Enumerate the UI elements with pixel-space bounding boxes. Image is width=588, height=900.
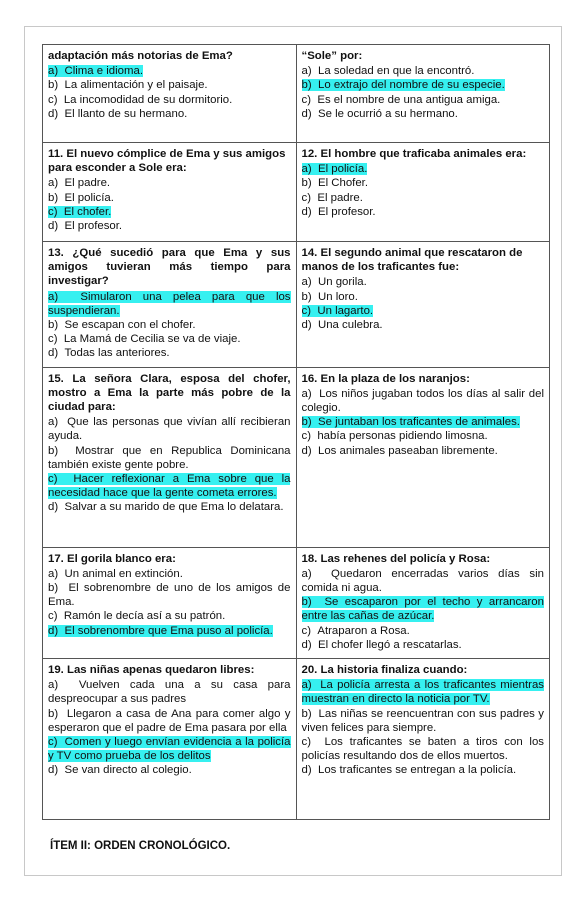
option-text: Se le ocurrió a su hermano.	[317, 107, 458, 120]
question-cell	[296, 143, 550, 242]
option-text: Vuelven cada una a su casa para despreocupar a sus padres	[48, 679, 291, 706]
answer-option	[302, 387, 545, 415]
option-text: Se van directo al colegio.	[64, 764, 192, 777]
option-text: Ramón le decía así a su patrón.	[63, 610, 226, 623]
answer-option	[48, 707, 291, 735]
answer-text	[302, 736, 544, 762]
option-text: El policía.	[64, 191, 114, 204]
quiz-row	[43, 242, 550, 368]
option-text: Lo extrajo del nombre de su especie.	[317, 79, 505, 92]
option-letter: a)	[301, 276, 312, 289]
option-text: Un loro.	[317, 290, 358, 303]
quiz-table	[42, 44, 550, 820]
answer-text	[302, 319, 383, 331]
option-letter: a)	[301, 163, 312, 176]
answer-option	[302, 415, 545, 429]
quiz-body	[43, 45, 550, 820]
option-letter: d)	[48, 501, 59, 514]
quiz-row	[43, 367, 550, 547]
option-letter: c)	[301, 93, 311, 106]
highlighted-answer	[48, 206, 111, 218]
answer-option	[48, 219, 291, 233]
highlighted-answer	[48, 625, 273, 637]
option-letter: b)	[301, 707, 312, 720]
option-text: El policía.	[317, 163, 368, 176]
quiz-row	[43, 547, 550, 658]
option-text: Es el nombre de una antigua amiga.	[317, 93, 501, 106]
option-text: Salvar a su marido de que Ema lo delatara.	[64, 501, 284, 514]
question-text: 16. En la plaza de los naranjos:	[301, 372, 470, 385]
highlighted-answer	[302, 163, 368, 175]
quiz-row	[43, 143, 550, 242]
answer-text	[48, 79, 208, 91]
answer-option	[302, 290, 545, 304]
option-letter: d)	[301, 638, 312, 651]
option-letter: a)	[48, 65, 59, 78]
answer-text	[302, 430, 488, 442]
answer-text	[302, 192, 363, 204]
option-text: La Mamá de Cecilia se va de viaje.	[63, 333, 241, 346]
answer-option	[302, 707, 545, 735]
question-cell	[43, 659, 297, 820]
option-letter: d)	[301, 444, 312, 457]
option-letter: d)	[301, 764, 312, 777]
answer-option	[302, 567, 545, 595]
question-cell	[43, 45, 297, 143]
option-text: La soledad en que la encontró.	[317, 65, 475, 78]
answer-text	[302, 625, 410, 637]
option-letter: b)	[301, 79, 312, 92]
answer-option	[302, 162, 545, 176]
option-letter: c)	[301, 736, 311, 749]
option-letter: d)	[48, 347, 59, 360]
answer-text	[302, 445, 498, 457]
answer-option	[302, 318, 545, 332]
option-text: El llanto de su hermano.	[64, 107, 188, 120]
section-heading: ÍTEM II: ORDEN CRONOLÓGICO.	[50, 840, 231, 852]
option-letter: a)	[48, 567, 59, 580]
answer-text	[302, 177, 369, 189]
option-letter: a)	[48, 177, 59, 190]
option-text: La alimentación y el paisaje.	[64, 79, 208, 92]
answer-option	[48, 735, 291, 763]
option-text: El Chofer.	[317, 177, 369, 190]
option-text: Los traficantes se entregan a la policía.	[317, 764, 517, 777]
answer-text	[302, 65, 475, 77]
question-text: 19. Las niñas apenas quedaron libres:	[48, 664, 255, 677]
answer-option	[302, 176, 545, 190]
option-text: Atraparon a Rosa.	[317, 624, 410, 637]
option-letter: b)	[301, 596, 312, 609]
answer-text	[48, 582, 290, 608]
quiz-row	[43, 45, 550, 143]
answer-option	[302, 624, 545, 638]
question-text: 18. Las rehenes del policía y Rosa:	[301, 552, 491, 565]
answer-option	[302, 444, 545, 458]
option-letter: b)	[301, 290, 312, 303]
question-cell	[43, 143, 297, 242]
option-text: Los animales paseaban libremente.	[317, 444, 498, 457]
answer-option	[48, 176, 291, 190]
option-text: Un gorila.	[317, 276, 367, 289]
answer-option	[302, 595, 545, 623]
option-text: Mostrar que en Republica Dominicana también existe gente pobre.	[48, 444, 291, 471]
answer-text	[48, 177, 110, 189]
option-letter: b)	[48, 79, 59, 92]
highlighted-answer	[302, 596, 544, 622]
answer-option	[48, 332, 291, 346]
option-text: Clima e idioma.	[64, 65, 143, 78]
option-letter: d)	[301, 107, 312, 120]
highlighted-answer	[302, 416, 520, 428]
option-text: El profesor.	[64, 220, 123, 233]
answer-option	[48, 78, 291, 92]
option-letter: b)	[48, 444, 59, 457]
question-cell	[43, 367, 297, 547]
option-letter: b)	[301, 177, 312, 190]
option-text: El sobrenombre que Ema puso al policía.	[64, 624, 273, 637]
answer-text	[302, 206, 376, 218]
answer-text	[48, 679, 290, 705]
quiz-row	[43, 659, 550, 820]
option-text: Todas las anteriores.	[64, 347, 170, 360]
option-letter: b)	[48, 707, 59, 720]
option-text: Los traficantes se baten a tiros con los policías resultando dos de ellos muertos.	[301, 736, 544, 763]
answer-option	[48, 763, 291, 777]
option-text: La policía arresta a los traficantes mientras muestran en directo la noticia por TV.	[301, 679, 544, 706]
option-letter: d)	[48, 220, 59, 233]
answer-option	[48, 346, 291, 360]
option-letter: b)	[301, 416, 312, 429]
answer-text	[48, 319, 196, 331]
answer-text	[48, 94, 232, 106]
question-text: 15. La señora Clara, esposa del chofer, mostro a Ema la parte más pobre de la ciudad para:	[48, 372, 291, 414]
answer-text	[48, 333, 241, 345]
answer-option	[302, 275, 545, 289]
answer-text	[48, 416, 290, 442]
answer-option	[48, 609, 291, 623]
answer-text	[302, 388, 544, 414]
highlighted-answer	[48, 736, 291, 762]
question-text: 12. El hombre que traficaba animales era:	[301, 148, 527, 160]
option-letter: a)	[301, 567, 312, 580]
answer-text	[302, 708, 544, 734]
option-text: El padre.	[64, 177, 111, 190]
question-cell	[296, 367, 550, 547]
answer-text	[302, 568, 544, 594]
option-letter: a)	[48, 679, 59, 692]
answer-option	[302, 107, 545, 121]
answer-option	[48, 472, 291, 500]
answer-text	[48, 192, 114, 204]
question-text: adaptación más notorias de Ema?	[48, 50, 233, 62]
highlighted-answer	[302, 79, 505, 91]
question-text: “Sole” por:	[301, 50, 363, 62]
answer-option	[302, 678, 545, 706]
highlighted-answer	[48, 65, 143, 77]
answer-option	[302, 93, 545, 107]
option-letter: c)	[48, 610, 58, 623]
answer-option	[302, 429, 545, 443]
question-cell	[296, 659, 550, 820]
question-cell	[296, 547, 550, 658]
option-text: Que las personas que vivían allí recibieran ayuda.	[48, 416, 291, 443]
option-letter: b)	[48, 582, 59, 595]
answer-option	[302, 763, 545, 777]
answer-text	[302, 276, 367, 288]
option-letter: c)	[301, 430, 311, 443]
answer-option	[48, 191, 291, 205]
answer-text	[48, 568, 183, 580]
option-letter: c)	[48, 205, 58, 218]
option-letter: a)	[48, 290, 59, 303]
option-letter: c)	[48, 736, 58, 749]
option-letter: d)	[301, 205, 312, 218]
option-text: Comen y luego envían evidencia a la policía y TV como prueba de los delitos	[48, 736, 291, 763]
option-letter: a)	[301, 679, 312, 692]
option-letter: a)	[301, 65, 312, 78]
option-text: había personas pidiendo limosna.	[317, 430, 488, 443]
answer-option	[302, 78, 545, 92]
question-text: 14. El segundo animal que rescataron de manos de los traficantes fue:	[301, 247, 523, 274]
option-text: El sobrenombre de uno de los amigos de Ema.	[48, 582, 291, 609]
answer-text	[302, 108, 458, 120]
answer-option	[302, 735, 545, 763]
option-letter: c)	[48, 473, 58, 486]
option-letter: d)	[48, 764, 59, 777]
option-text: El chofer llegó a rescatarlas.	[317, 638, 462, 651]
option-letter: c)	[301, 624, 311, 637]
option-letter: d)	[48, 624, 59, 637]
option-letter: b)	[48, 319, 59, 332]
option-letter: c)	[301, 304, 311, 317]
highlighted-answer	[302, 679, 544, 705]
option-text: El profesor.	[317, 205, 376, 218]
option-letter: a)	[48, 416, 59, 429]
option-text: Las niñas se reencuentran con sus padres y viven felices para siempre.	[301, 707, 544, 734]
answer-option	[48, 64, 291, 78]
answer-option	[302, 304, 545, 318]
answer-text	[302, 291, 358, 303]
answer-text	[48, 764, 192, 776]
option-letter: d)	[301, 319, 312, 332]
answer-option	[48, 290, 291, 318]
option-text: Un lagarto.	[317, 304, 374, 317]
answer-option	[48, 500, 291, 514]
answer-text	[48, 445, 291, 471]
answer-text	[48, 347, 170, 359]
answer-text	[48, 220, 122, 232]
option-text: Se escaparon por el techo y arrancaron entre las cañas de azúcar.	[301, 596, 544, 623]
question-cell	[296, 45, 550, 143]
answer-option	[302, 64, 545, 78]
option-letter: c)	[48, 93, 58, 106]
answer-option	[48, 93, 291, 107]
answer-option	[48, 205, 291, 219]
option-text: Los niños jugaban todos los días al salir del colegio.	[301, 387, 544, 415]
highlighted-answer	[302, 305, 374, 317]
option-text: Un animal en extinción.	[64, 567, 183, 580]
option-text: Se escapan con el chofer.	[64, 319, 196, 332]
highlighted-answer	[48, 291, 291, 317]
answer-text	[48, 108, 187, 120]
answer-option	[48, 624, 291, 638]
answer-option	[48, 444, 291, 472]
answer-option	[302, 191, 545, 205]
question-text: 13. ¿Qué sucedió para que Ema y sus amigos tuvieran más tiempo para investigar?	[48, 247, 291, 288]
option-letter: d)	[48, 107, 59, 120]
question-cell	[43, 242, 297, 368]
answer-option	[48, 581, 291, 609]
answer-option	[302, 638, 545, 652]
option-text: Quedaron encerradas varios días sin comida ni agua.	[301, 567, 544, 595]
option-letter: c)	[48, 333, 58, 346]
option-text: Se juntaban los traficantes de animales.	[317, 416, 520, 429]
answer-text	[302, 764, 517, 776]
option-text: El chofer.	[63, 205, 112, 218]
option-letter: c)	[301, 191, 311, 204]
answer-text	[302, 639, 462, 651]
option-text: La incomodidad de su dormitorio.	[63, 93, 233, 106]
option-letter: a)	[301, 387, 312, 400]
option-text: Llegaron a casa de Ana para comer algo y esperaron que el padre de Ema pasara por ella	[48, 707, 291, 734]
answer-option	[48, 567, 291, 581]
question-cell	[296, 242, 550, 368]
option-letter: b)	[48, 191, 59, 204]
option-text: Simularon una pelea para que los suspendieran.	[48, 290, 291, 317]
question-cell	[43, 547, 297, 658]
answer-text	[302, 94, 501, 106]
question-text: 11. El nuevo cómplice de Ema y sus amigos para esconder a Sole era:	[48, 148, 286, 175]
answer-option	[302, 205, 545, 219]
question-text: 17. El gorila blanco era:	[48, 552, 176, 565]
answer-text	[48, 610, 225, 622]
highlighted-answer	[48, 473, 290, 499]
answer-text	[48, 501, 284, 513]
answer-option	[48, 415, 291, 443]
question-text: 20. La historia finaliza cuando:	[301, 664, 468, 677]
option-text: El padre.	[317, 191, 363, 204]
answer-option	[48, 318, 291, 332]
answer-option	[48, 107, 291, 121]
option-text: Hacer reflexionar a Ema sobre que la necesidad hace que la gente cometa errores.	[48, 473, 291, 500]
answer-option	[48, 678, 291, 706]
option-text: Una culebra.	[317, 319, 383, 332]
answer-text	[48, 708, 291, 734]
